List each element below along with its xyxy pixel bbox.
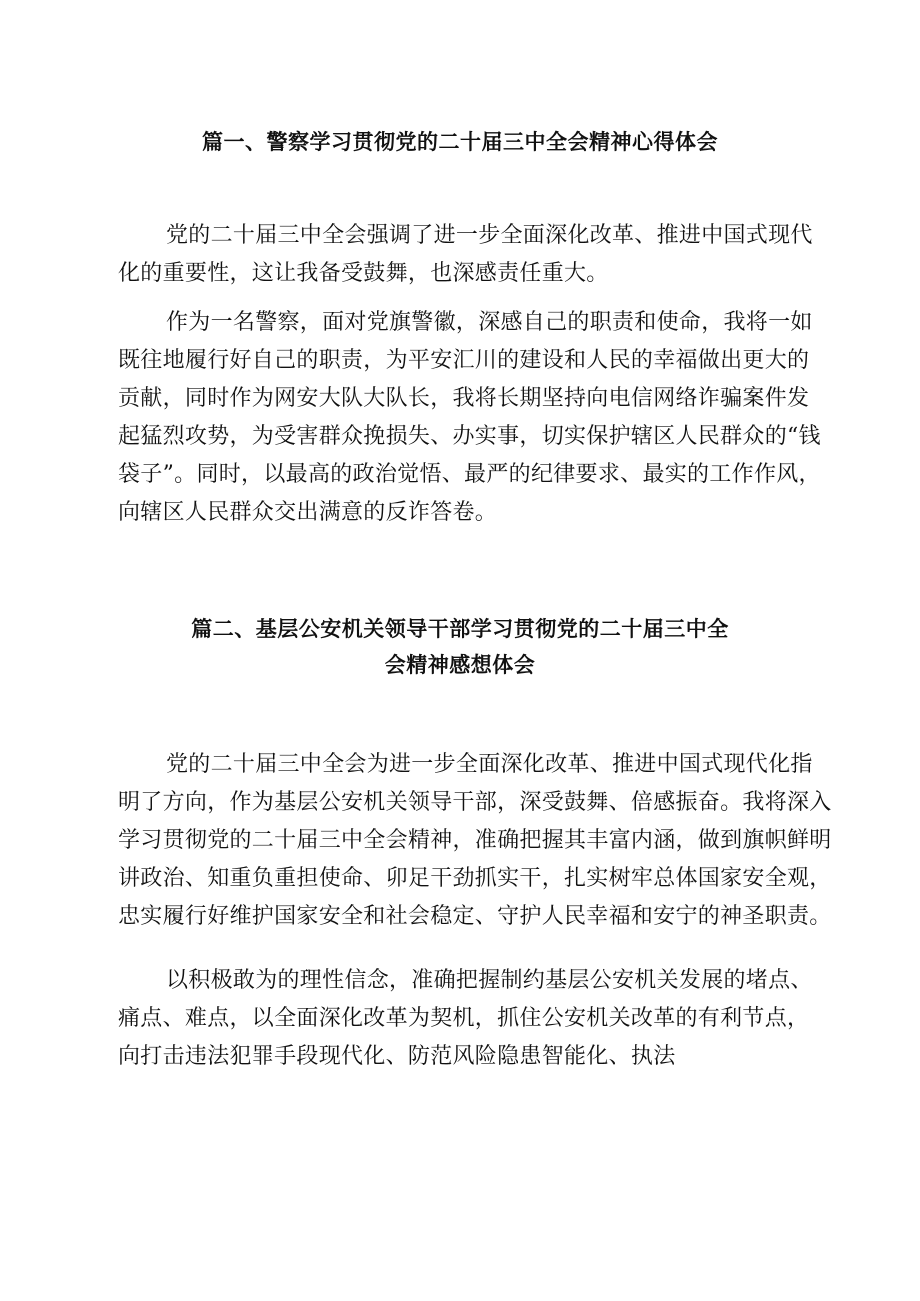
section1-title-line: 篇一、警察学习贯彻党的二十届三中全会精神心得体会 <box>202 130 718 154</box>
paragraph-line: 讲政治、知重负重担使命、卯足干劲抓实干，扎实树牢总体国家安全观， <box>118 866 832 891</box>
paragraph-line: 既往地履行好自己的职责，为平安汇川的建设和人民的幸福做出更大的 <box>118 348 810 373</box>
paragraph-line: 以积极敢为的理性信念，准确把握制约基层公安机关发展的堵点、 <box>166 968 813 993</box>
paragraph-line: 贡献，同时作为网安大队大队长，我将长期坚持向电信网络诈骗案件发 <box>118 386 810 411</box>
section2-paragraph-2 <box>118 962 818 1076</box>
paragraph-line: 向辖区人民群众交出满意的反诈答卷。 <box>118 500 498 525</box>
paragraph-line: 化的重要性，这让我备受鼓舞，也深感责任重大。 <box>118 261 609 286</box>
section1-paragraph-2 <box>118 304 821 532</box>
section2-title-line: 会精神感想体会 <box>384 653 536 677</box>
paragraph-line: 起猛烈攻势，为受害群众挽损失、办实事，切实保护辖区人民群众的“钱 <box>118 424 821 449</box>
paragraph-line: 痛点、难点，以全面深化改革为契机，抓住公安机关改革的有利节点， <box>118 1006 810 1031</box>
paragraph-line: 忠实履行好维护国家安全和社会稳定、守护人民幸福和安宁的神圣职责。 <box>118 904 832 929</box>
section2-title <box>0 611 920 683</box>
paragraph-line: 袋子”。同时，以最高的政治觉悟、最严的纪律要求、最实的工作作风， <box>118 462 821 487</box>
paragraph-line: 党的二十届三中全会强调了进一步全面深化改革、推进中国式现代 <box>166 223 813 248</box>
paragraph-line: 学习贯彻党的二十届三中全会精神，准确把握其丰富内涵，做到旗帜鲜明 <box>118 828 832 853</box>
paragraph-line: 向打击违法犯罪手段现代化、防范风险隐患智能化、执法 <box>118 1044 676 1069</box>
paragraph-line: 党的二十届三中全会为进一步全面深化改革、推进中国式现代化指 <box>166 752 813 777</box>
section2-paragraph-1 <box>118 746 832 936</box>
paragraph-line: 明了方向，作为基层公安机关领导干部，深受鼓舞、倍感振奋。我将深入 <box>118 790 832 815</box>
section1-title <box>0 124 920 160</box>
section2-title-line: 篇二、基层公安机关领导干部学习贯彻党的二十届三中全 <box>191 617 729 641</box>
paragraph-line: 作为一名警察，面对党旗警徽，深感自己的职责和使命，我将一如 <box>166 310 813 335</box>
section1-paragraph-1 <box>118 217 818 293</box>
